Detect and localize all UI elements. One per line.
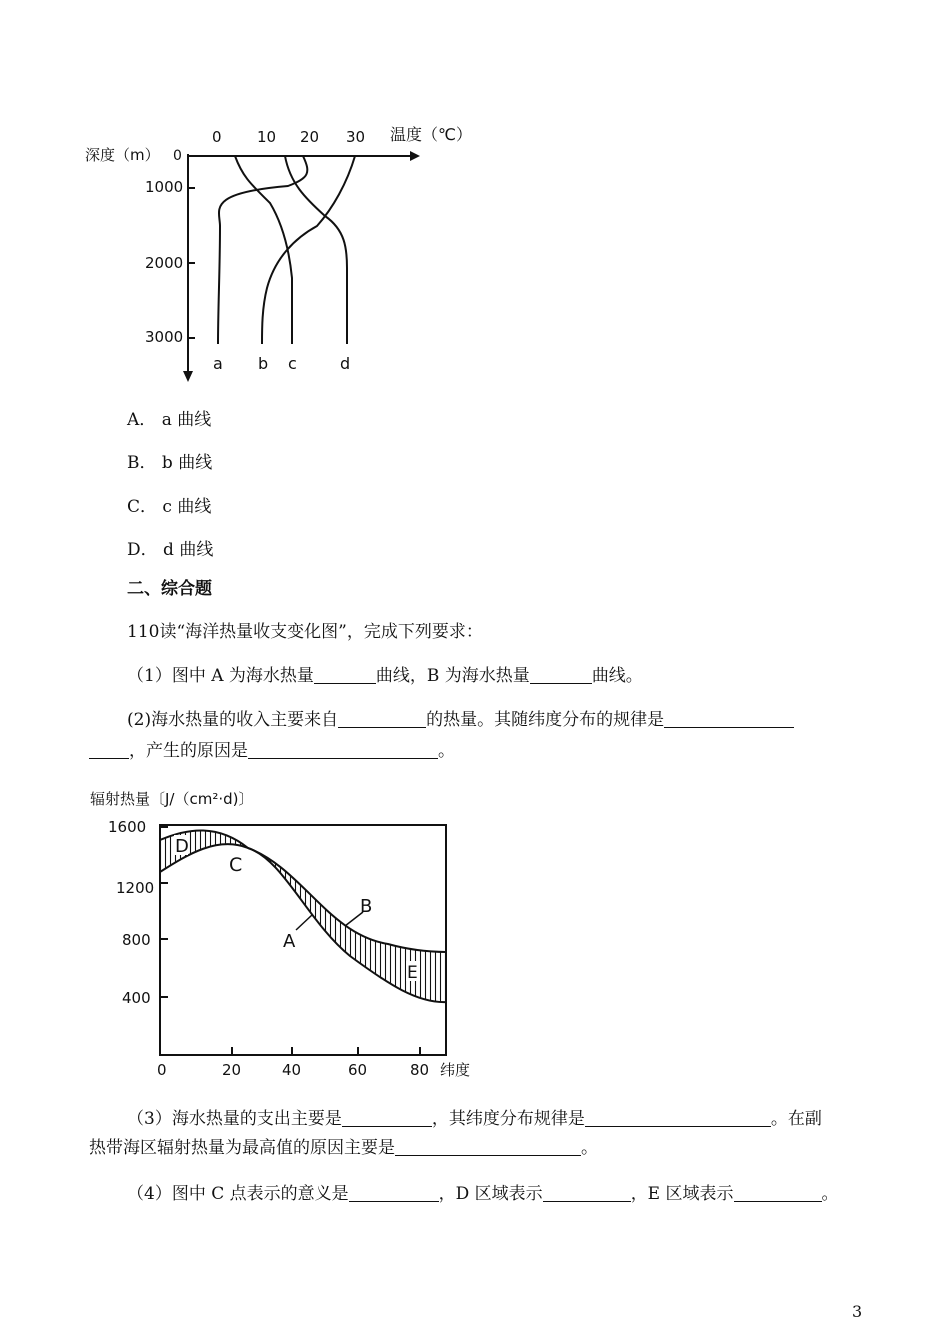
fig2-x-tick-0: 0 xyxy=(157,1061,167,1079)
option-c-letter: C． xyxy=(127,497,158,517)
fig1-y-title: 深度（m） xyxy=(85,146,160,164)
fig1-x-tick-10: 10 xyxy=(257,128,277,146)
q1-text-b: 曲线，B 为海水热量 xyxy=(375,666,530,686)
option-b-text: b 曲线 xyxy=(161,453,213,473)
q4-text-c: ，E 区域表示 xyxy=(630,1184,734,1204)
q4-text-b: ，D 区域表示 xyxy=(438,1184,543,1204)
fig1-y-arrow xyxy=(183,371,193,382)
q2-text-a: (2)海水热量的收入主要来自 xyxy=(127,710,339,730)
option-a-letter: A． xyxy=(127,410,157,430)
fig2-y-tick-400: 400 xyxy=(122,989,151,1007)
fig1-axes xyxy=(188,154,410,373)
fig2-x-tick-20: 20 xyxy=(222,1061,242,1079)
fig2-x-ticks-marks xyxy=(232,1047,420,1055)
q3-text-d: 热带海区辐射热量为最高值的原因主要是 xyxy=(89,1138,395,1158)
question-2-line2 xyxy=(89,736,455,766)
q3-blank-2[interactable] xyxy=(585,1108,771,1127)
option-c-text: c 曲线 xyxy=(162,497,212,517)
fig1-x-title: 温度（℃） xyxy=(390,125,472,144)
label-a-leader xyxy=(296,915,312,930)
curve-label-d: d xyxy=(340,354,351,373)
q3-text-c: 。在副 xyxy=(770,1109,822,1129)
q3-blank-3[interactable] xyxy=(395,1137,581,1156)
page-number: 3 xyxy=(852,1302,863,1321)
fig1-tick-marks xyxy=(188,188,195,338)
q1-blank-1[interactable] xyxy=(314,665,376,684)
ocean-heat-budget-chart xyxy=(88,784,488,1084)
option-d-text: d 曲线 xyxy=(163,540,214,560)
q3-text-b: ，其纬度分布规律是 xyxy=(431,1109,585,1129)
option-b-letter: B． xyxy=(127,453,157,473)
label-a: A xyxy=(283,931,296,952)
q4-text-d: 。 xyxy=(821,1184,839,1204)
fig1-x-arrow xyxy=(410,151,420,161)
fig1-x-tick-30: 30 xyxy=(346,128,366,146)
label-e: E xyxy=(407,963,418,983)
question-1 xyxy=(127,661,643,691)
fig1-y-tick-0: 0 xyxy=(173,148,182,164)
curve-label-a: a xyxy=(213,354,223,373)
fig2-x-tick-40: 40 xyxy=(282,1061,302,1079)
option-d-letter: D． xyxy=(127,540,158,560)
q4-blank-3[interactable] xyxy=(734,1183,822,1202)
q2-text-d: 。 xyxy=(438,741,455,761)
fig2-y-tick-1600: 1600 xyxy=(108,818,147,836)
curve-label-c: c xyxy=(288,354,297,373)
q2-text-b: 的热量。其随纬度分布的规律是 xyxy=(426,710,665,730)
q2-blank-1[interactable] xyxy=(338,709,426,728)
fig1-y-tick-2000: 2000 xyxy=(145,254,184,272)
q4-blank-2[interactable] xyxy=(543,1183,631,1202)
q2-blank-3[interactable] xyxy=(248,740,438,759)
q3-text-e: 。 xyxy=(581,1138,598,1158)
fig2-y-tick-1200: 1200 xyxy=(116,879,155,897)
fig1-x-tick-0: 0 xyxy=(212,128,222,146)
fig1-x-tick-20: 20 xyxy=(300,128,320,146)
question-4 xyxy=(127,1179,839,1209)
curve-d xyxy=(262,156,355,344)
q3-text-a: （3）海水热量的支出主要是 xyxy=(127,1109,342,1129)
question-2-line1 xyxy=(127,705,794,735)
fig1-y-tick-3000: 3000 xyxy=(145,328,184,346)
option-a[interactable] xyxy=(127,405,211,430)
fig2-plot-frame xyxy=(160,825,446,1055)
option-c[interactable] xyxy=(127,492,211,517)
question-3-line1 xyxy=(127,1104,822,1134)
fig2-x-tick-60: 60 xyxy=(348,1061,368,1079)
section-title: 二、综合题 xyxy=(127,579,212,599)
label-b-leader xyxy=(345,912,363,926)
q4-text-a: （4）图中 C 点表示的意义是 xyxy=(127,1184,349,1204)
fig2-x-title: 纬度 xyxy=(440,1061,471,1079)
label-c: C xyxy=(229,854,243,876)
q4-blank-1[interactable] xyxy=(349,1183,439,1202)
q2-blank-2-cont[interactable] xyxy=(89,740,129,759)
question-3-line2 xyxy=(89,1133,598,1163)
fig1-y-tick-1000: 1000 xyxy=(145,178,184,196)
q3-blank-1[interactable] xyxy=(342,1108,432,1127)
option-d[interactable] xyxy=(127,535,213,560)
option-b[interactable] xyxy=(127,448,212,473)
fig2-y-tick-800: 800 xyxy=(122,931,151,949)
q2-text-c: ，产生的原因是 xyxy=(129,741,248,761)
option-a-text: a 曲线 xyxy=(161,410,212,430)
q1-text-c: 曲线。 xyxy=(591,666,643,686)
q1-blank-2[interactable] xyxy=(530,665,592,684)
q1-text-a: （1）图中 A 为海水热量 xyxy=(127,666,314,686)
fig2-x-tick-80: 80 xyxy=(410,1061,430,1079)
label-d: D xyxy=(175,836,189,857)
label-b: B xyxy=(360,896,373,917)
question-intro: 110读“海洋热量收支变化图”，完成下列要求： xyxy=(127,622,483,642)
q2-blank-2[interactable] xyxy=(664,709,794,728)
curve-label-b: b xyxy=(258,354,269,373)
temperature-depth-chart xyxy=(85,118,485,390)
fig2-y-title: 辐射热量〔J/（cm²·d)〕 xyxy=(90,790,254,808)
